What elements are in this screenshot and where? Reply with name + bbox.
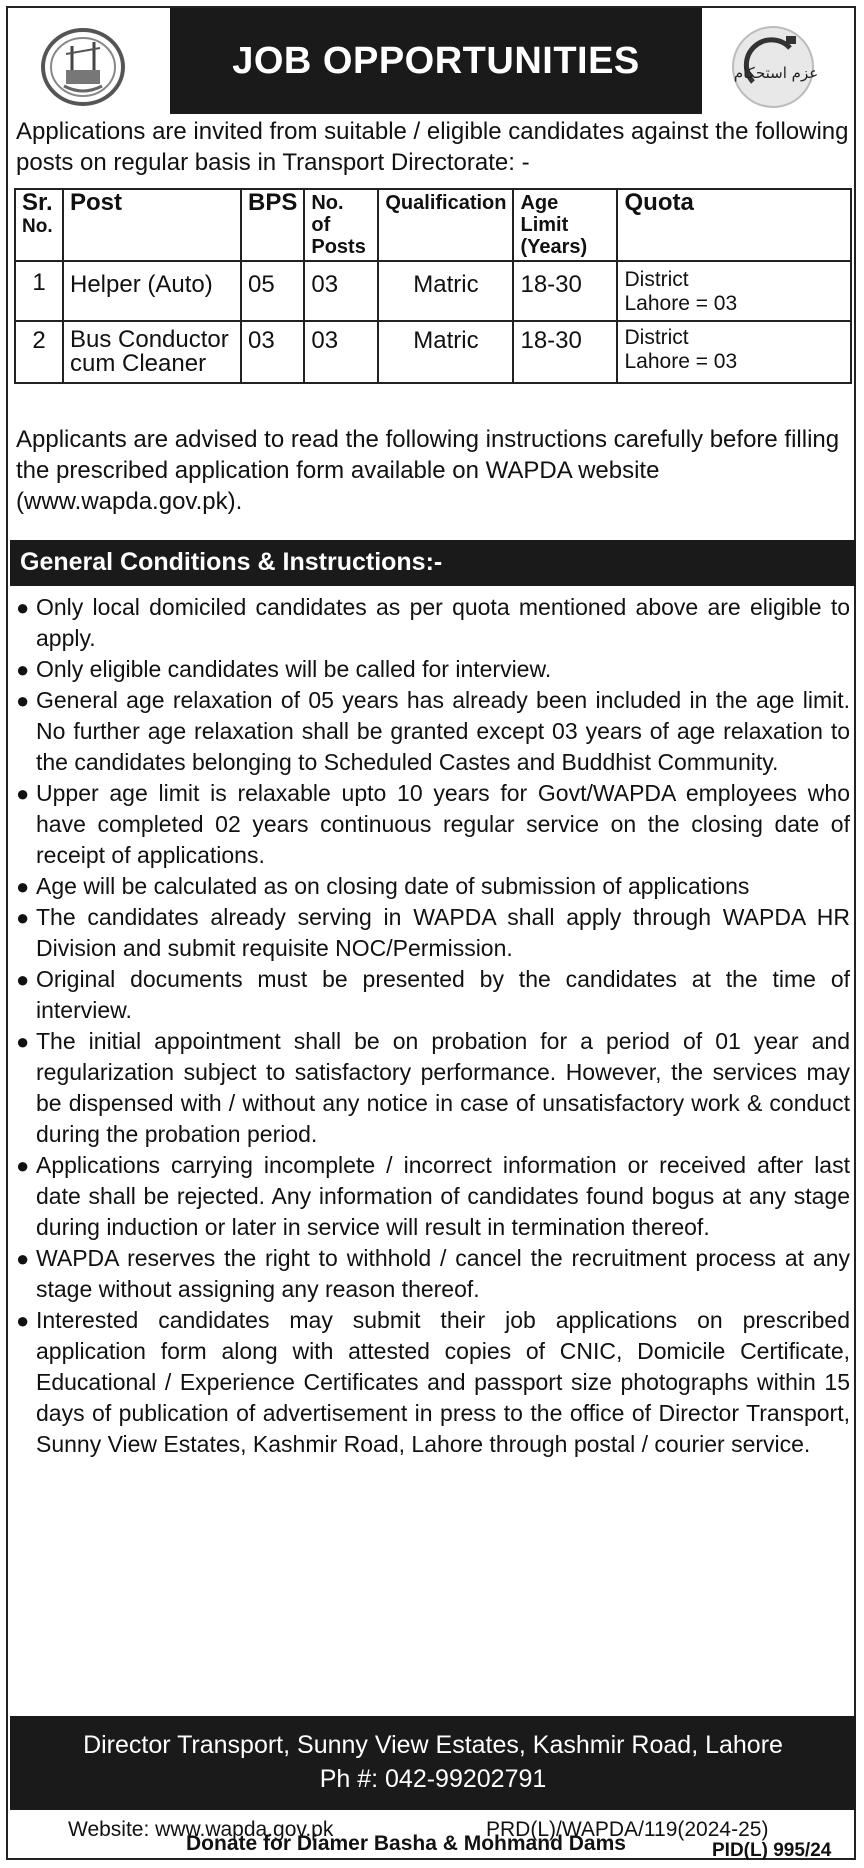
list-item: ● Age will be calculated as on closing date of submission of applications [12,871,850,902]
cell-post: Bus Conductor cum Cleaner [63,321,241,383]
cell-posts-count: 03 [304,321,378,383]
bullet-icon: ● [16,781,30,806]
conditions-heading: General Conditions & Instructions:- [20,548,443,576]
col-header-sr: Sr. No. [15,189,63,261]
footer-address: Director Transport, Sunny View Estates, Kashmir Road, Lahore [83,1731,783,1759]
footer-website: Website: www.wapda.gov.pk [68,1818,334,1841]
cell-post: Helper (Auto) [63,261,241,321]
azm-logo-text: عزم استحکام [733,64,818,82]
pid-number: PID(L) 995/24 [712,1840,832,1861]
bullet-icon: ● [16,1029,30,1054]
bullet-icon: ● [16,967,30,992]
bullet-icon: ● [16,1308,30,1333]
cell-bps: 05 [241,261,304,321]
advertisement-frame [6,6,856,1860]
list-item: ● Only local domiciled candidates as per quota mentioned above are eligible to apply. [16,594,850,651]
col-header-qualification: Qualification [378,189,513,261]
col-header-quota: Quota [617,189,851,261]
list-item: ● Upper age limit is relaxable upto 10 years for Govt/WAPDA employees who have completed 02 years continuous regular service on the closing date of receipt of applications. [16,780,850,868]
azm-e-istehkam-logo-icon [728,22,818,112]
col-header-bps: BPS [241,189,304,261]
intro-paragraph: Applications are invited from suitable / eligible candidates against the following posts on regular basis in Transport Directorate: - [16,118,849,176]
cell-qualification: Matric [378,261,513,321]
cell-sr: 1 [15,261,63,321]
cell-age-limit: 18-30 [513,261,617,321]
conditions-list [12,592,850,1460]
bullet-icon: ● [16,657,30,682]
bullet-icon: ● [16,1246,30,1271]
list-item: ● The initial appointment shall be on probation for a period of 01 year and regularization subject to satisfactory performance. However, the services may be dispensed with / without any notice in case of unsatisfactory work & conduct during the probation period. [16,1028,850,1147]
list-item: ● Applications carrying incomplete / incorrect information or received after last date shall be rejected. Any information of candidates found bogus at any stage during induction or later in service will result in termination thereof. [16,1152,850,1240]
list-item: ● Original documents must be presented by the candidates at the time of interview. [16,966,850,1023]
cell-posts-count: 03 [304,261,378,321]
cell-quota: District Lahore = 03 [617,261,851,321]
bullet-icon: ● [16,595,30,620]
col-header-no-of-posts: No. of Posts [304,189,378,261]
bullet-icon: ● [16,874,30,899]
list-item: ● WAPDA reserves the right to withhold / cancel the recruitment process at any stage without assigning any reason thereof. [16,1245,850,1302]
table-row [15,321,851,383]
cell-sr: 2 [15,321,63,383]
posts-table [14,188,852,384]
list-item: ● General age relaxation of 05 years has already been included in the age limit. No further age relaxation shall be granted except 03 years of age relaxation to the candidates belonging to Scheduled Castes and Buddhist Community. [16,687,850,775]
list-item: ● Only eligible candidates will be called for interview. [12,654,850,685]
table-row [15,261,851,321]
conditions-heading-band [10,540,856,586]
cell-quota: District Lahore = 03 [617,321,851,383]
page-title: JOB OPPORTUNITIES [232,39,640,82]
col-header-post: Post [63,189,241,261]
cell-bps: 03 [241,321,304,383]
list-item: ● The candidates already serving in WAPDA shall apply through WAPDA HR Division and submit requisite NOC/Permission. [16,904,850,961]
footer-phone: Ph #: 042-99202791 [319,1765,547,1793]
list-item: ● Interested candidates may submit their job applications on prescribed application form along with attested copies of CNIC, Domicile Certificate, Educational / Experience Certificates and passport size photographs within 15 days of publication of advertisement in press to the office of Director Transport, Sunny View Estates, Kashmir Road, Lahore through postal / courier service. [16,1307,850,1457]
footer-address-band [10,1716,856,1810]
header [8,8,854,114]
advise-paragraph: Applicants are advised to read the following instructions carefully before filling the prescribed application form available on WAPDA website (www.wapda.gov.pk). [16,426,840,515]
footer-reference: PRD(L)/WAPDA/119(2024-25) [486,1818,769,1841]
donate-line: Donate for Diamer Basha & Mohmand Dams [186,1832,626,1855]
cell-qualification: Matric [378,321,513,383]
wapda-logo-icon [38,26,128,108]
table-header-row [15,189,851,261]
bullet-icon: ● [16,1153,30,1178]
bullet-icon: ● [16,688,30,713]
col-header-age-limit: Age Limit (Years) [513,189,617,261]
bullet-icon: ● [16,905,30,930]
title-band [170,8,702,114]
cell-age-limit: 18-30 [513,321,617,383]
